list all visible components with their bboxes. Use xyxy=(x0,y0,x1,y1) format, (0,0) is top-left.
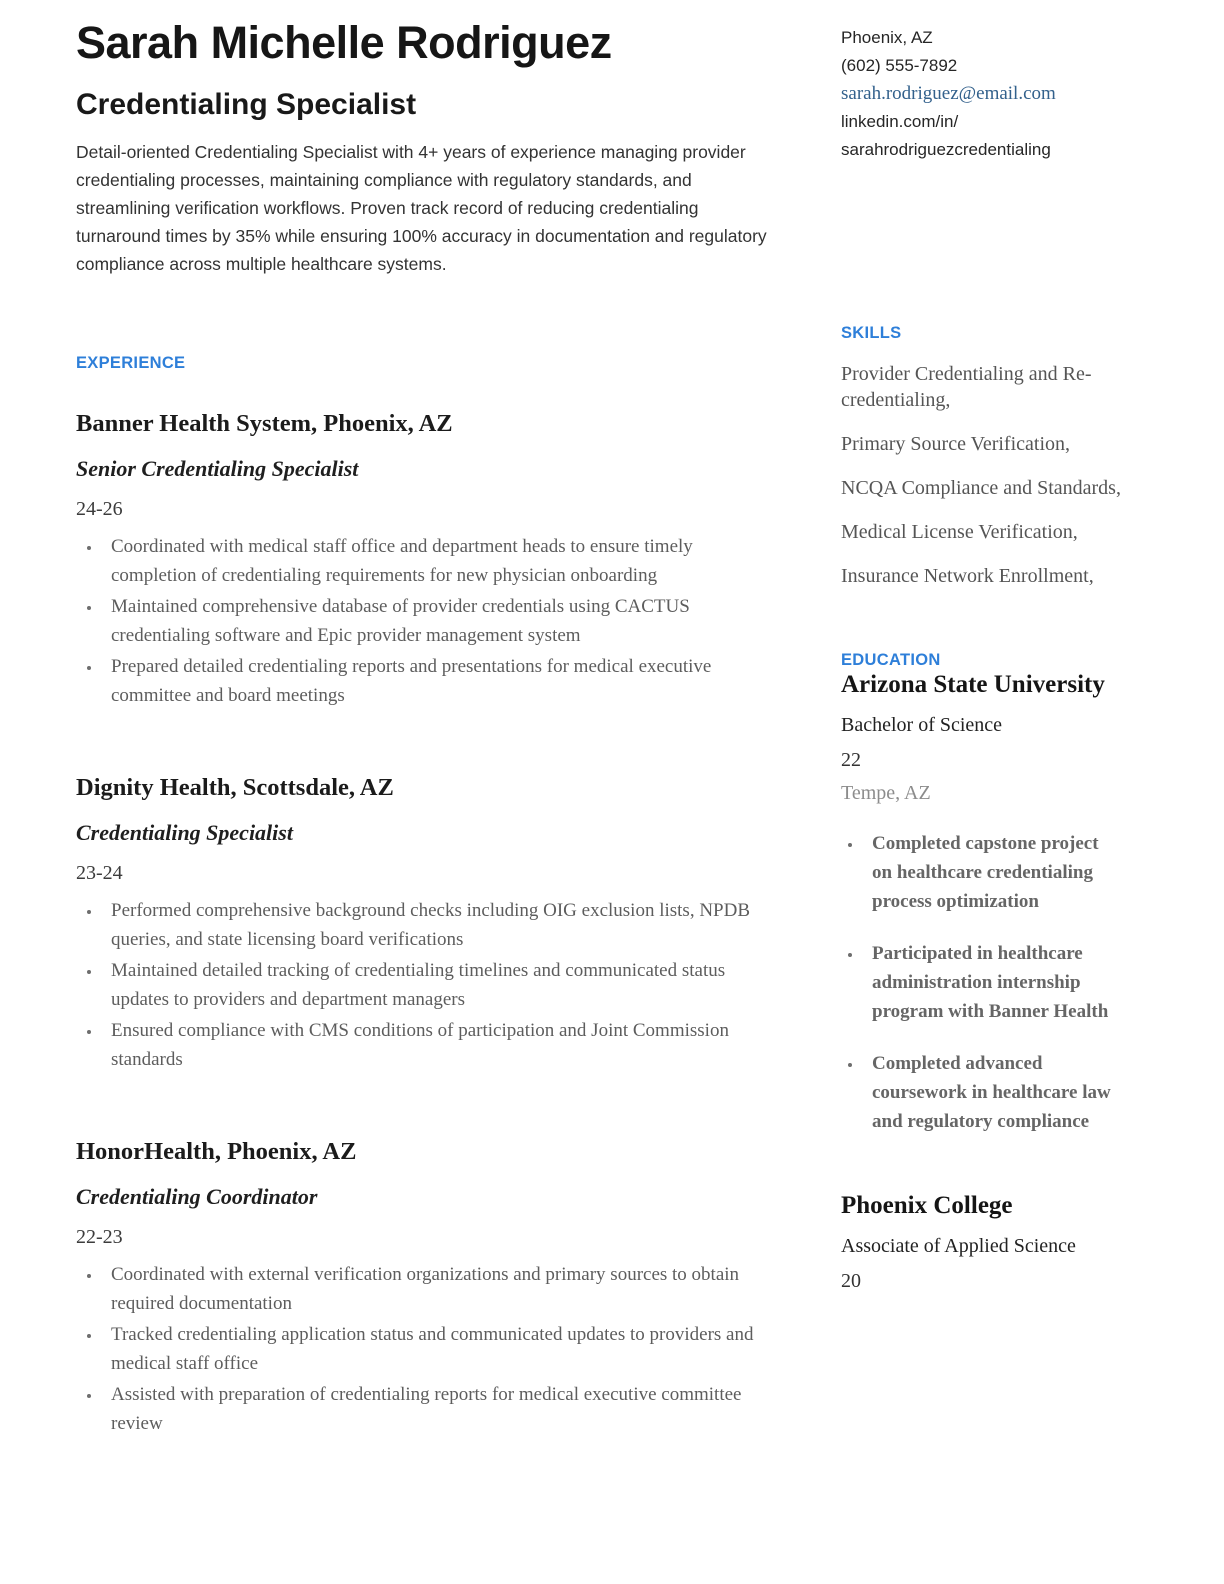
job-dates: 23-24 xyxy=(76,862,123,884)
contact-email-link[interactable]: sarah.rodriguez@email.com xyxy=(841,83,1056,104)
skills-heading: SKILLS xyxy=(841,324,902,342)
person-title: Credentialing Specialist xyxy=(76,88,417,121)
experience-heading: EXPERIENCE xyxy=(76,354,186,372)
job-company: Dignity Health, Scottsdale, AZ xyxy=(76,774,394,801)
job-role: Senior Credentialing Specialist xyxy=(76,456,359,481)
job-bullet: • Tracked credentialing application status and communicated updates to providers and medical staff office xyxy=(102,1320,782,1378)
education-bullet: • Completed advanced coursework in healthcare law and regulatory compliance xyxy=(863,1049,1121,1136)
contact-phone: (602) 555-7892 xyxy=(841,56,958,75)
experience-section xyxy=(76,354,782,1438)
school-year: 20 xyxy=(841,1270,861,1292)
job-entry-banner-health xyxy=(76,410,782,710)
job-role: Credentialing Coordinator xyxy=(76,1184,318,1209)
job-bullet: • Coordinated with medical staff office and department heads to ensure timely completion of credentialing requirements for new physician onboarding xyxy=(102,532,782,590)
contact-linkedin-line2: sarahrodriguezcredentialing xyxy=(841,140,1051,159)
job-bullet: • Prepared detailed credentialing reports and presentations for medical executive committee and board meetings xyxy=(102,652,782,710)
skill-item: Provider Credentialing and Re-credentialing, xyxy=(841,363,1092,411)
school-location: Tempe, AZ xyxy=(841,782,931,804)
job-bullet: • Maintained comprehensive database of provider credentials using CACTUS credentialing software and Epic provider management system xyxy=(102,592,782,650)
summary-paragraph: Detail-oriented Credentialing Specialist with 4+ years of experience managing provider credentialing processes, maintaining compliance with regulatory standards, and streamlining verification workflows. Proven track record of reducing credentialing turnaround times by 35% while ensuring 100% accuracy in documentation and regulatory compliance across multiple healthcare systems. xyxy=(76,142,767,274)
job-bullet: • Performed comprehensive background checks including OIG exclusion lists, NPDB queries, and state licensing board verifications xyxy=(102,896,782,954)
job-bullet-list xyxy=(76,896,782,1074)
job-company: HonorHealth, Phoenix, AZ xyxy=(76,1138,357,1165)
school-entry-phoenix-college xyxy=(841,1191,1121,1293)
job-bullet-list xyxy=(76,1260,782,1438)
school-year: 22 xyxy=(841,749,861,771)
school-degree: Associate of Applied Science xyxy=(841,1235,1076,1257)
job-bullet: • Ensured compliance with CMS conditions of participation and Joint Commission standards xyxy=(102,1016,782,1074)
job-entry-honorhealth xyxy=(76,1138,782,1438)
job-dates: 24-26 xyxy=(76,498,123,520)
right-column xyxy=(841,18,1121,1440)
job-bullet: • Maintained detailed tracking of credentialing timelines and communicated status updates to providers and department managers xyxy=(102,956,782,1014)
skill-item: Insurance Network Enrollment, xyxy=(841,565,1094,587)
education-bullet: • Participated in healthcare administration internship program with Banner Health xyxy=(863,939,1121,1026)
school-name: Phoenix College xyxy=(841,1192,1013,1219)
person-name: Sarah Michelle Rodriguez xyxy=(76,17,612,68)
school-entry-asu xyxy=(841,670,1121,1136)
job-bullet: • Coordinated with external verification organizations and primary sources to obtain required documentation xyxy=(102,1260,782,1318)
left-column xyxy=(76,18,782,1440)
resume-header xyxy=(76,18,782,278)
skill-item: NCQA Compliance and Standards, xyxy=(841,477,1121,499)
school-name: Arizona State University xyxy=(841,671,1105,698)
job-bullet: • Assisted with preparation of credentialing reports for medical executive committee review xyxy=(102,1380,782,1438)
job-role: Credentialing Specialist xyxy=(76,820,293,845)
job-dates: 22-23 xyxy=(76,1226,123,1248)
job-bullet-list xyxy=(76,532,782,710)
education-section xyxy=(841,651,1121,1293)
skill-item: Medical License Verification, xyxy=(841,521,1078,543)
contact-block xyxy=(841,24,1121,164)
education-bullet-list xyxy=(841,829,1121,1136)
skill-item: Primary Source Verification, xyxy=(841,433,1071,455)
job-entry-dignity-health xyxy=(76,774,782,1074)
education-bullet: • Completed capstone project on healthcare credentialing process optimization xyxy=(863,829,1121,916)
job-company: Banner Health System, Phoenix, AZ xyxy=(76,410,453,437)
education-heading: EDUCATION xyxy=(841,651,941,669)
contact-location: Phoenix, AZ xyxy=(841,28,933,47)
contact-linkedin-line1: linkedin.com/in/ xyxy=(841,112,959,131)
skills-section xyxy=(841,324,1121,589)
school-degree: Bachelor of Science xyxy=(841,714,1003,736)
